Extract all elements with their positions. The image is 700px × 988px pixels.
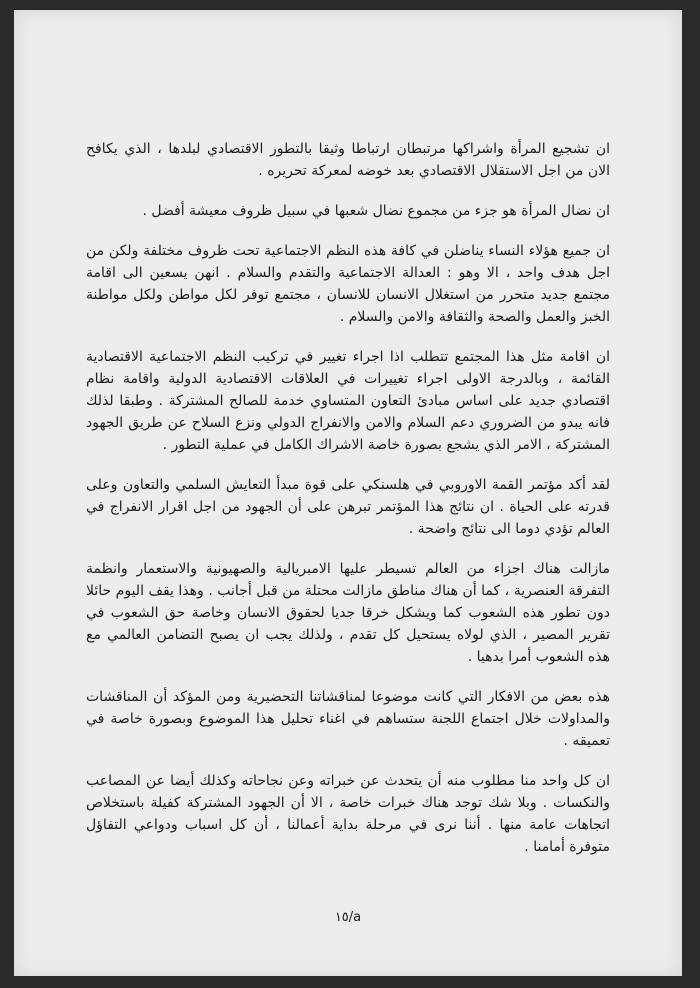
paragraph-1: ان تشجيع المرأة واشراكها مرتبطان ارتباطا وثيقا بالتطور الاقتصادي لبلدها ، الذي يكافح الان من اجل الاستقلال الاقتصادي بعد خوضه لمعركة تحريره . (86, 141, 610, 179)
document-page (14, 10, 682, 976)
paragraph-3: ان جميع هؤلاء النساء يناضلن في كافة هذه النظم الاجتماعية تحت ظروف مختلفة ولكن من اجل هدف واحد ، الا وهو : العدالة الاجتماعية والتقدم والسلام . انهن يسعين الى اقامة مجتمع جديد متحرر من استغلال الانسان للانسان ، مجتمع توفر لكل مواطن ولكل مواطنة الخبز والعمل والصحة والثقافة والامن والسلام . (86, 243, 610, 325)
paragraph-6: مازالت هناك اجزاء من العالم تسيطر عليها الامبريالية والصهيونية والاستعمار وانظمة التفرقة العنصرية ، كما أن هناك مناطق مازالت محتلة من قبل أجانب . وهذا يقف اليوم حائلا دون تطور هذه الشعوب كما ويشكل خرقا جديا لحقوق الانسان وخاصة حق الشعوب في تقرير المصير ، الذي لولاه يستحيل كل تقدم ، ولذلك يجب ان يصبح التضامن العالمي مع هذه الشعوب أمرا بدهيا . (86, 561, 610, 665)
page-number: ١٥/a (334, 910, 362, 925)
paragraph-2: ان نضال المرأة هو جزء من مجموع نضال شعبها في سبيل ظروف معيشة أفضل . (142, 203, 610, 219)
paragraph-8: ان كل واحد منا مطلوب منه أن يتحدث عن خبراته وعن نجاحاته وكذلك أيضا عن المصاعب والنكسات . وبلا شك توجد هناك خبرات خاصة ، الا أن الجهود المشتركة كفيلة باستخلاص اتجاهات عامة منها . أننا نرى في مرحلة بداية أعمالنا ، أن كل اسباب ودواعي التفاؤل متوفرة أمامنا . (86, 773, 610, 855)
paragraph-4: ان اقامة مثل هذا المجتمع تتطلب اذا اجراء تغيير في تركيب النظم الاجتماعية الاقتصادية القائمة ، وبالدرجة الاولى اجراء تغييرات في العلاقات الاقتصادية الدولية واقامة نظام اقتصادي جديد على اساس مبادئ التعاون المتساوي خدمة للصالح المشتركة . وطبقا لذلك فانه يبدو من الضروري دعم السلام والامن والانفراج الدولي ونزع السلاح عن طريق الجهود المشتركة ، الامر الذي يشجع بصورة خاصة الاشراك الكامل في عملية التطور . (86, 349, 610, 453)
document-body (86, 138, 610, 858)
paragraph-5: لقد أكد مؤتمر القمة الاوروبي في هلسنكي على قوة مبدأ التعايش السلمي والتعاون وعلى قدرته على الحياة . ان نتائج هذا المؤتمر تبرهن على أن الجهود من اجل اقرار الانفراج في العالم تؤدي دوما الى نتائج واضحة . (86, 477, 610, 537)
paragraph-7: هذه بعض من الافكار التي كانت موضوعا لمناقشاتنا التحضيرية ومن المؤكد أن المناقشات والمداولات خلال اجتماع اللجنة ستساهم في اغناء تحليل هذا الموضوع وبصورة خاصة في تعميقه . (86, 689, 610, 749)
